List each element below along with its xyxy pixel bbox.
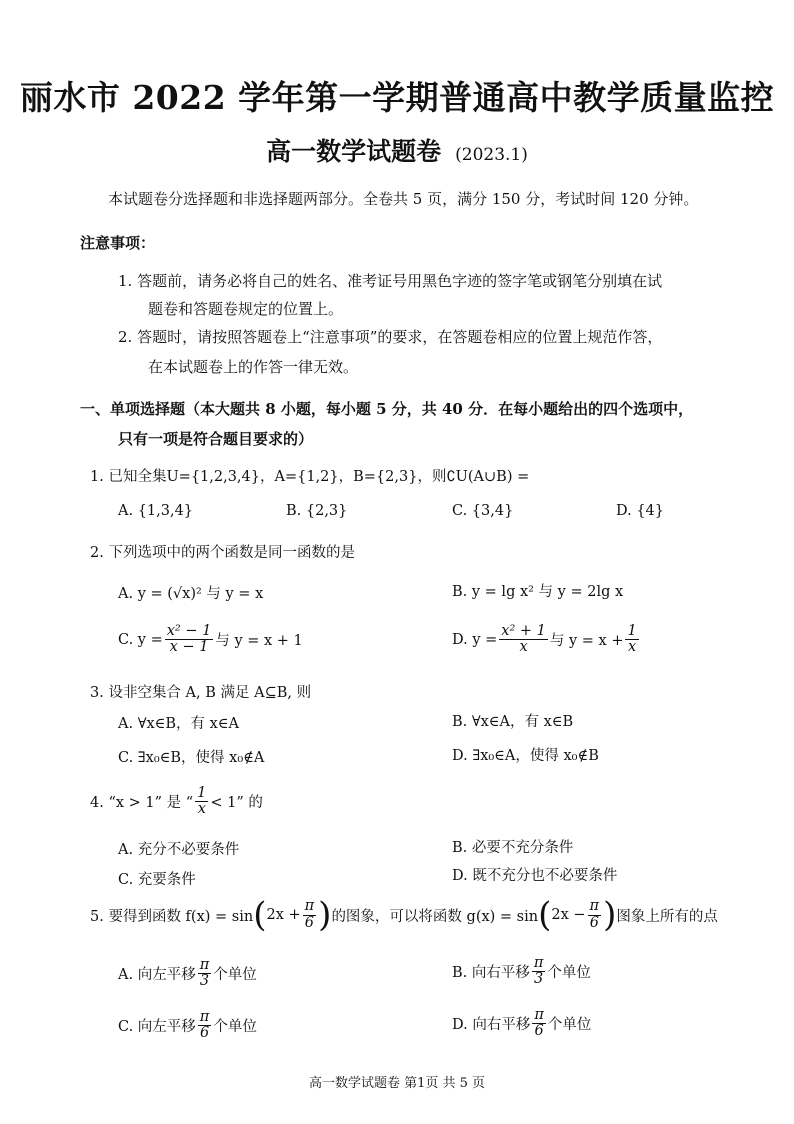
q3-option-a: A. ∀x∈B，有 x∈A (118, 716, 239, 732)
page-title: 丽水市 2022 学年第一学期普通高中教学质量监控 (19, 78, 775, 117)
notice-heading: 注意事项： (80, 234, 156, 252)
q5-d-fraction (532, 1008, 546, 1039)
q5-d-fraction-num: π (534, 1007, 544, 1023)
q2-option-b: B. y = lg x² 与 y = 2lg x (452, 584, 624, 600)
page-footer: 高一数学试题卷 第1页 共 5 页 (308, 1076, 486, 1091)
q5-stem-part-2: 2x + (266, 907, 301, 923)
q2-c-suffix: 与 y = x + 1 (215, 633, 303, 650)
q5-d-unit: 个单位 (547, 1017, 592, 1034)
q4-denominator: x (197, 801, 206, 818)
q5-g-fraction (588, 899, 602, 930)
q5-f-fraction-num: π (304, 898, 315, 915)
q2-c-denominator: x − 1 (169, 639, 209, 656)
q5-a-fraction (198, 958, 212, 989)
section-1-heading-line-2: 只有一项是符合题目要求的） (118, 430, 314, 448)
q2-d-fraction (499, 624, 548, 655)
intro-text: 本试题卷分选择题和非选择题两部分。全卷共 5 页，满分 150 分，考试时间 120 分钟。 (108, 190, 699, 208)
q5-d-prefix: D. 向右平移 (452, 1017, 531, 1034)
exam-date: (2023.1) (455, 145, 528, 165)
q5-stem-part-5: 图象上所有的点 (616, 908, 718, 925)
q5-b-fraction (532, 956, 546, 987)
q2-c-numerator: x² − 1 (166, 623, 212, 639)
q4-option-a: A. 充分不必要条件 (118, 842, 240, 858)
q2-d-prefix: D. y = (452, 631, 498, 648)
q4-option-b: B. 必要不充分条件 (452, 840, 574, 856)
q2-d-numerator: x² + 1 (501, 623, 546, 639)
notice-item-2-line-2: 在本试题卷上的作答一律无效。 (148, 358, 359, 376)
q5-option-b (452, 956, 591, 987)
q4-stem-prefix: 4. “x > 1” 是 “ (90, 795, 194, 812)
q5-f-fraction-den: 6 (304, 914, 315, 931)
q5-option-d (452, 1008, 591, 1039)
q5-d-fraction-den: 6 (534, 1023, 544, 1040)
q2-d-denominator: x (519, 639, 528, 656)
q2-d-mid: 与 y = x + (549, 633, 624, 650)
q2-c-fraction (165, 624, 214, 655)
q2-d-fraction-2-den: x (628, 639, 637, 656)
q5-option-a (118, 958, 257, 989)
q5-b-prefix: B. 向右平移 (452, 965, 530, 982)
q5-g-fraction-num: π (589, 898, 600, 915)
q2-option-a: A. y = (√x)² 与 y = x (118, 586, 264, 602)
q1-option-d: D. {4} (616, 503, 665, 519)
q4-numerator: 1 (197, 785, 207, 801)
q5-option-c (118, 1010, 257, 1041)
q5-c-unit: 个单位 (213, 1019, 257, 1036)
q5-stem-part-4: 2x − (551, 907, 586, 923)
q1-option-a: A. {1,3,4} (118, 503, 194, 519)
q4-stem (90, 786, 263, 817)
q5-f-fraction (303, 899, 317, 930)
notice-item-2-line-1: 2. 答题时，请按照答题卷上“注意事项”的要求，在答题卷相应的位置上规范作答， (118, 328, 663, 346)
q5-stem: 5. 要得到函数 f(x) = sin ( 2x + $\frac{\pi}{6}$ ) 的图象，可以将函数 g(x) = sin ( 2x − $\frac{\pi}{6}$ ) 图象上所有的点 (90, 895, 718, 935)
notice-item-1-line-1: 1. 答题前，请务必将自己的姓名、准考证号用黑色字迹的签字笔或钢笔分别填在试 (118, 272, 663, 290)
q5-c-fraction (198, 1010, 212, 1041)
q5-stem-part-3: 的图象，可以将函数 g(x) = sin (331, 908, 539, 925)
q5-c-fraction-den: 6 (199, 1025, 210, 1042)
q4-option-c: C. 充要条件 (118, 872, 196, 888)
q5-g-fraction-den: 6 (589, 914, 599, 931)
page-subtitle (0, 132, 794, 168)
q1-stem: 1. 已知全集U={1,2,3,4}，A={1,2}，B={2,3}，则∁U(A∪B) = (90, 469, 530, 485)
q5-a-fraction-num: π (199, 957, 210, 973)
q5-c-fraction-num: π (199, 1009, 210, 1025)
q2-option-d (452, 624, 641, 655)
q1-option-b: B. {2,3} (286, 503, 348, 519)
subtitle-text: 高一数学试题卷 (266, 137, 442, 166)
q3-option-b: B. ∀x∈A，有 x∈B (452, 714, 574, 730)
q3-stem: 3. 设非空集合 A, B 满足 A⊆B, 则 (90, 685, 312, 701)
q5-b-fraction-num: π (533, 955, 544, 971)
q4-stem-suffix: < 1” 的 (210, 795, 263, 812)
q5-b-unit: 个单位 (547, 965, 591, 982)
q5-b-fraction-den: 3 (534, 971, 544, 988)
q3-option-d: D. ∃x₀∈A，使得 x₀∉B (452, 748, 599, 764)
q5-stem-part-1: 5. 要得到函数 f(x) = sin (90, 908, 254, 925)
q2-d-fraction-2-num: 1 (627, 623, 637, 639)
q4-fraction (195, 786, 208, 817)
q5-a-prefix: A. 向左平移 (118, 967, 196, 984)
q5-a-fraction-den: 3 (199, 973, 210, 990)
q3-option-c: C. ∃x₀∈B，使得 x₀∉A (118, 750, 265, 766)
q1-option-c: C. {3,4} (452, 503, 514, 519)
notice-item-1-line-2: 题卷和答题卷规定的位置上。 (148, 300, 344, 318)
q4-option-d: D. 既不充分也不必要条件 (452, 868, 618, 884)
q2-c-prefix: C. y = (118, 631, 163, 648)
q2-option-c (118, 624, 303, 655)
q5-a-unit: 个单位 (213, 967, 257, 984)
q2-d-fraction-2 (625, 624, 638, 655)
q2-stem: 2. 下列选项中的两个函数是同一函数的是 (90, 545, 355, 561)
q5-c-prefix: C. 向左平移 (118, 1019, 196, 1036)
section-1-heading-line-1: 一、单项选择题（本大题共 8 小题，每小题 5 分，共 40 分．在每小题给出的四个选项中， (80, 400, 694, 418)
